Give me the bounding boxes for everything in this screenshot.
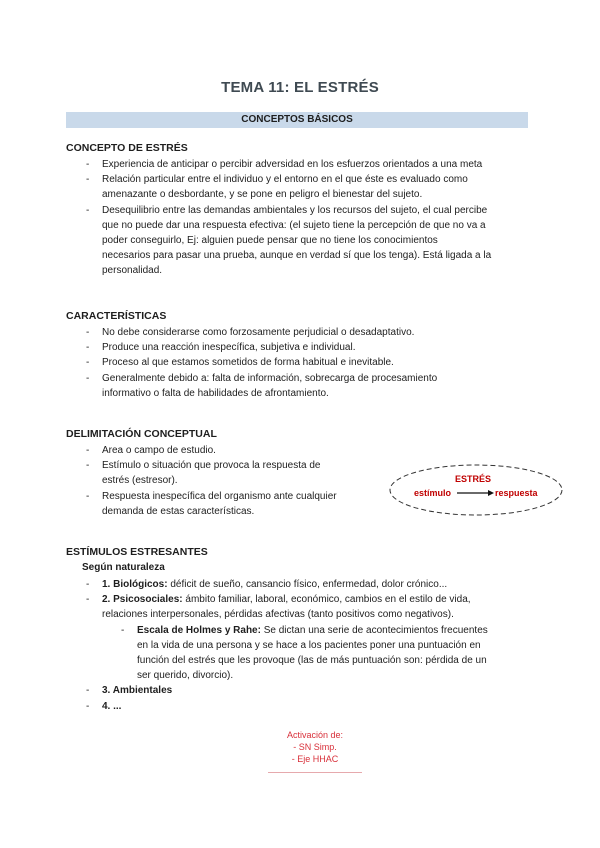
note-line: - SN Simp. [293, 742, 337, 752]
list-caracteristicas [66, 325, 437, 401]
list-item: - 2. Psicosociales: ámbito familiar, laboral, económico, cambios en el estilo de vida, [86, 594, 471, 606]
list-item-cont: necesarios para pasar una prueba, aunque en verdad sí que los tenga). Está ligada a la [102, 250, 492, 262]
list-item: - 4. ... [86, 700, 122, 712]
list-item-cont: relaciones interpersonales, pérdidas afectivas (tanto positivos como negativos). [102, 609, 454, 621]
activation-note [268, 727, 362, 773]
list-item-cont: poder conseguirlo, Ej: alguien puede pensar que no tiene los conocimientos [102, 235, 438, 247]
list-item: - Generalmente debido a: falta de información, sobrecarga de procesamiento [86, 372, 438, 384]
note-line: Activación de: [286, 730, 344, 740]
list-concepto [66, 157, 491, 279]
list-item: - No debe considerarse como forzosamente perjudicial o desadaptativo. [86, 327, 415, 338]
section-band: CONCEPTOS BÁSICOS [66, 112, 528, 128]
list-item-cont: demanda de estas características. [102, 505, 255, 517]
list-item-cont: estrés (estresor). [102, 475, 178, 487]
list-delimitacion [66, 443, 337, 519]
list-item: - Produce una reacción inespecífica, subjetiva e individual. [86, 342, 356, 354]
arrow-right-icon [488, 490, 494, 496]
list-item: - Experiencia de anticipar o percibir adversidad en los esfuerzos orientados a una meta [86, 159, 483, 170]
list-item: - 1. Biológicos: déficit de sueño, cansancio físico, enfermedad, dolor crónico... [86, 579, 448, 590]
list-item-cont: informativo o falta de habilidades de afrontamiento. [102, 387, 329, 399]
list-item-cont: personalidad. [102, 265, 163, 277]
list-estimulos [66, 577, 488, 714]
subheading-naturaleza: Según naturaleza [82, 562, 165, 573]
list-item: - Proceso al que estamos sometidos de forma habitual e inevitable. [86, 357, 394, 369]
list-item: - Desequilibrio entre las demandas ambientales y los recursos del sujeto, el cual percibe [86, 204, 488, 216]
list-item: - Estímulo o situación que provoca la respuesta de [86, 460, 321, 472]
diagram-label-estres: ESTRÉS [455, 474, 492, 484]
list-item-cont: amenazante o desbordante, y se pone en peligro el bienestar del sujeto. [102, 189, 423, 201]
heading-concepto: CONCEPTO DE ESTRÉS [66, 142, 188, 154]
list-item: - Relación particular entre el individuo y el entorno en el que éste es evaluado como [86, 174, 468, 186]
list-item: - Respuesta inespecífica del organismo ante cualquier [86, 490, 337, 502]
heading-estimulos: ESTÍMULOS ESTRESANTES [66, 546, 208, 558]
list-item-cont: que no puede dar una respuesta efectiva: (el sujeto tiene la percepción de que no va a [102, 219, 486, 231]
stress-diagram [388, 462, 564, 518]
diagram-label-respuesta: respuesta [495, 488, 538, 498]
list-item: - Area o campo de estudio. [86, 445, 216, 456]
sublist-item-cont: ser querido, divorcio). [137, 670, 234, 682]
sublist-item: - Escala de Holmes y Rahe: Se dictan una serie de acontecimientos frecuentes [121, 624, 488, 636]
diagram-label-estimulo: estímulo [414, 488, 452, 498]
note-line: - Eje HHAC [291, 754, 339, 764]
page-title: TEMA 11: EL ESTRÉS [221, 79, 379, 96]
sublist-item-cont: en la vida de una persona y se hace a los pacientes poner una puntuación en [137, 639, 481, 651]
sublist-item-cont: función del estrés que les provoque (las de más puntuación son: pérdida de un [137, 655, 487, 667]
list-item: - 3. Ambientales [86, 685, 173, 697]
heading-delimitacion: DELIMITACIÓN CONCEPTUAL [66, 428, 217, 440]
heading-caracteristicas: CARACTERÍSTICAS [66, 310, 167, 322]
